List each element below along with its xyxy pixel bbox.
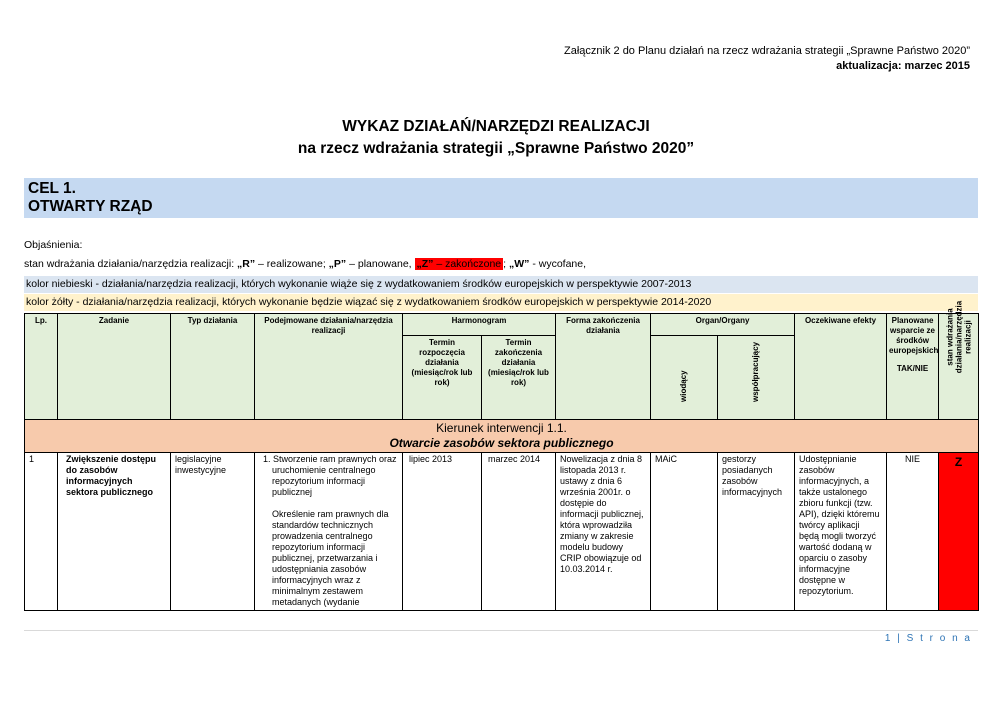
direction-subtitle: Otwarcie zasobów sektora publicznego	[389, 436, 614, 450]
intervention-direction	[25, 420, 979, 453]
header-organs: Organ/Organy	[651, 314, 795, 336]
cell-end: marzec 2014	[482, 453, 556, 611]
legend-status-line	[24, 257, 586, 271]
header-task: Zadanie	[58, 314, 171, 420]
header-lead-label: wiodący	[679, 370, 688, 402]
legend-heading: Objaśnienia:	[24, 239, 83, 251]
header-end: Termin zakończenia działania (miesiąc/rok lub rok)	[482, 336, 556, 420]
page-title	[0, 116, 992, 160]
header-status	[939, 300, 979, 420]
legend-z-text: – zakończone	[433, 258, 502, 270]
header-type: Typ działania	[171, 314, 255, 420]
title-line-1: WYKAZ DZIAŁAŃ/NARZĘDZI REALIZACJI	[342, 118, 650, 135]
action-item-1-detail: Określenie ram prawnych dla standardów technicznych prowadzenia centralnego repozytorium informacji publicznej, przetwarzania i udostępniania zasobów informacyjnych wraz z minimalnym zestawem metadanych (wydanie	[272, 509, 389, 607]
table-row	[25, 453, 979, 611]
document-header-note	[564, 44, 970, 74]
goal-banner	[24, 178, 978, 218]
header-status-label: stan wdrażania działania/narzędzia realizacji	[945, 300, 973, 374]
header-eu-support-label: Planowane wsparcie ze środków europejskich	[889, 316, 939, 355]
header-coop-label: współpracujący	[751, 341, 760, 402]
legend-blue-note: kolor niebieski - działania/narzędzia realizacji, których wykonanie wiąże się z wydatkowaniem środków europejskich w perspektywie 2007-2013	[24, 276, 978, 293]
header-lead	[651, 336, 718, 420]
attachment-caption: Załącznik 2 do Planu działań na rzecz wdrażania strategii „Sprawne Państwo 2020”	[564, 45, 970, 57]
goal-name: OTWARTY RZĄD	[28, 198, 153, 215]
update-date: aktualizacja: marzec 2015	[836, 60, 970, 72]
goal-number: CEL 1.	[28, 180, 76, 197]
cell-effects: Udostępnianie zasobów informacyjnych, a także ustalonego zbioru funkcji (tzw. API), dzięki któremu twórcy aplikacji będą mogli tworzyć wartość dodaną w oparciu o zasoby informacyjne dostępne w repozytorium.	[795, 453, 887, 611]
legend-z-code: „Z”	[416, 258, 434, 270]
legend-z-highlight	[415, 258, 504, 270]
page-number: 1 | S t r o n a	[884, 633, 972, 644]
legend-status-prefix: stan wdrażania działania/narzędzia realizacji:	[24, 258, 238, 270]
cell-coop: gestorzy posiadanych zasobów informacyjnych	[718, 453, 795, 611]
cell-lp: 1	[25, 453, 58, 611]
header-schedule: Harmonogram	[403, 314, 556, 336]
legend-p-text: – planowane,	[346, 258, 415, 270]
cell-task: Zwiększenie dostępu do zasobów informacyjnych sektora publicznego	[58, 453, 171, 611]
action-item-1: 1. Stworzenie ram prawnych oraz uruchomienie centralnego repozytorium informacji publicznej	[263, 454, 397, 497]
header-start: Termin rozpoczęcia działania (miesiąc/rok lub rok)	[403, 336, 482, 420]
header-effects: Oczekiwane efekty	[795, 314, 887, 420]
header-form: Forma zakończenia działania	[556, 314, 651, 420]
legend-separator: ;	[503, 258, 509, 270]
legend-yellow-note: kolor żółty - działania/narzędzia realizacji, których wykonanie będzie wiązać się z wydatkowaniem środków europejskich w perspektywie 2014-2020	[24, 294, 978, 311]
legend-r-text: – realizowane;	[255, 258, 329, 270]
legend-w-code: „W”	[508, 258, 530, 270]
legend-w-text: - wycofane,	[529, 258, 587, 270]
cell-actions	[255, 453, 403, 611]
header-eu-support	[887, 314, 939, 420]
cell-start: lipiec 2013	[403, 453, 482, 611]
cell-lead: MAiC	[651, 453, 718, 611]
header-actions: Podejmowane działania/narzędzia realizacji	[255, 314, 403, 420]
status-badge: Z	[939, 453, 979, 611]
cell-eu: NIE	[887, 453, 939, 611]
cell-type: legislacyjne inwestycyjne	[171, 453, 255, 611]
legend-r-code: „R”	[237, 258, 256, 270]
cell-form: Nowelizacja z dnia 8 listopada 2013 r. ustawy z dnia 6 września 2001r. o dostępie do informacji publicznej, która wprowadziła zmiany w zakresie modelu budowy CRIP obowiązuje od 10.03.2014 r.	[556, 453, 651, 611]
header-lp: Lp.	[25, 314, 58, 420]
header-coop	[718, 336, 795, 420]
header-tak-nie: TAK/NIE	[896, 364, 929, 373]
legend-p-code: „P”	[328, 258, 347, 270]
direction-title: Kierunek interwencji 1.1.	[436, 421, 567, 435]
footer-divider	[24, 630, 978, 631]
title-line-2: na rzecz wdrażania strategii „Sprawne Państwo 2020”	[297, 140, 695, 157]
